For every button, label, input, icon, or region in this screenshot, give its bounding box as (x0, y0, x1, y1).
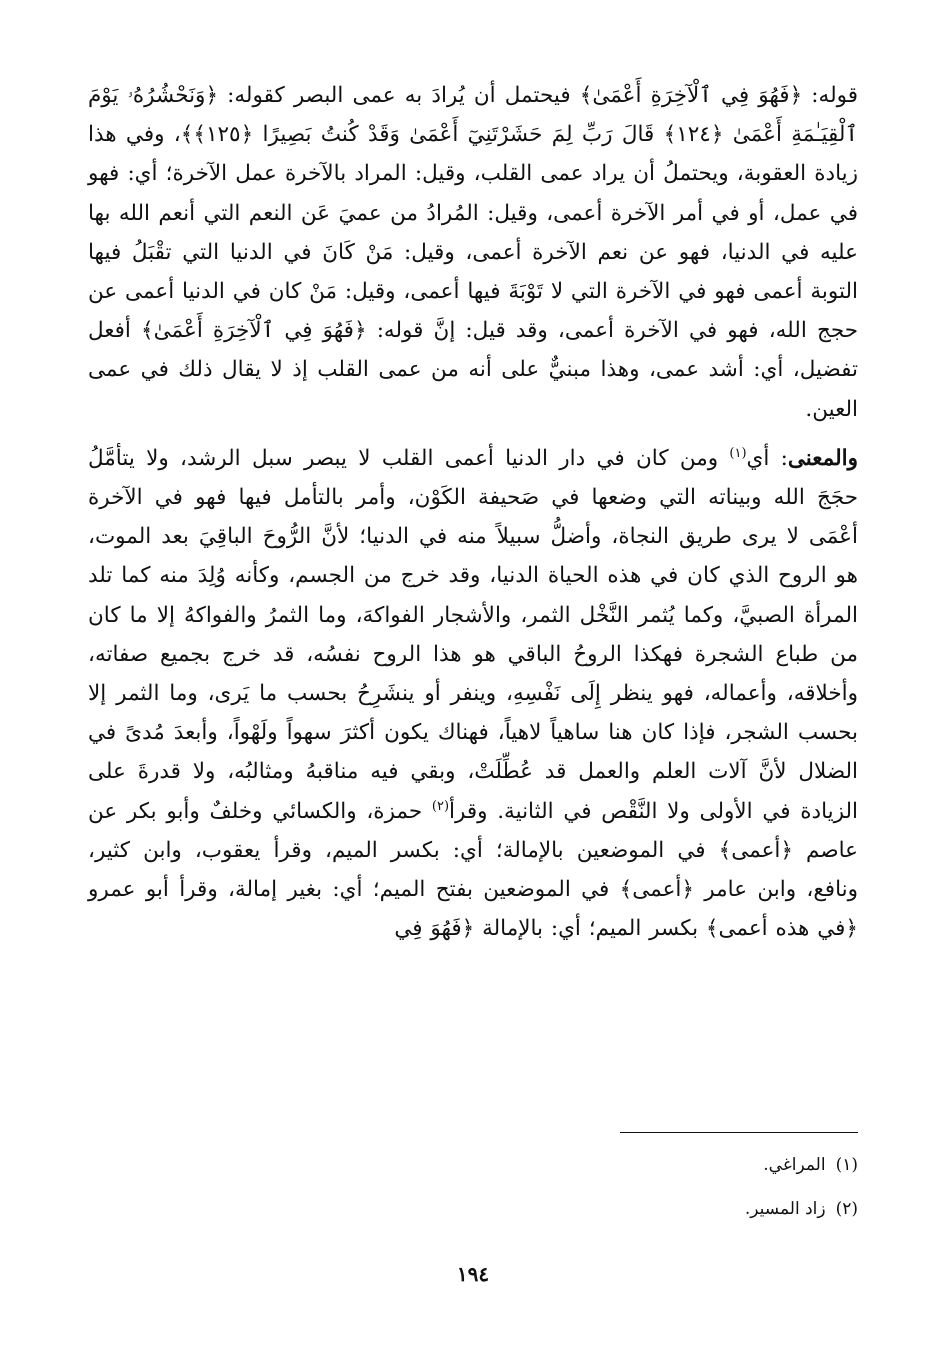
footnote-item (88, 1196, 858, 1222)
book-page (88, 76, 858, 1346)
meaning-heading: والمعنى (787, 445, 859, 471)
footnote-ref-1[interactable]: (١) (729, 445, 747, 461)
footnote-divider (620, 1132, 858, 1133)
footnote-ref-2[interactable]: (٢) (431, 798, 450, 814)
paragraph-1-text: قوله: ﴿فَهُوَ فِي ٱلْآخِرَةِ أَعْمَىٰ﴾ فيحتمل أن يُرادَ به عمى البصر كقوله: ﴿وَنَحْشُرُهُۥ يَوْمَ ٱلْقِيَـٰمَةِ أَعْمَىٰ ﴿١٢٤﴾ قَالَ رَبِّ لِمَ حَشَرْتَنِيٓ أَعْمَىٰ وَقَدْ كُنتُ بَصِيرًا ﴿١٢٥﴾﴾، وفي هذا زيادة العقوبة، ويحتملُ أن يراد عمى القلب، وقيل: المراد بالآخرة عمل الآخرة؛ أي: فهو في عمل، أو في أمر الآخرة أعمى، وقيل: المُرادُ من عميَ عَن النعم التي أنعم الله بها عليه في الدنيا، فهو عن نعم الآخرة أعمى، وقيل: مَنْ كَانَ في الدنيا التي تقْبَلُ فيها التوبة أعمى فهو في الآخرة التي لا تَوْبَةَ فيها أعمى، وقيل: مَنْ كان في الدنيا أعمى عن حجج الله، فهو في الآخرة أعمى، وقد قيل: إنَّ قوله: ﴿فَهُوَ فِي ٱلْآخِرَةِ أَعْمَىٰ﴾ أفعل تفضيل، أي: أشد عمى، وهذا مبنيٌّ على أنه من عمى القلب إذ لا يقال ذلك في عمى العين. (88, 83, 859, 422)
footnotes (88, 1152, 858, 1240)
footnote-item (88, 1152, 858, 1178)
page-number: ١٩٤ (456, 1262, 490, 1286)
paragraph-2-text-a: : أي (746, 445, 788, 471)
paragraph-2-text-c: حمزة، والكسائي وخلفٌ وأبو بكر عن عاصم ﴿أعمى﴾ في الموضعين بالإمالة؛ أي: بكسر الميم، وقرأ يعقوب، وابن كثير، ونافع، وابن عامر ﴿أعمى﴾ في الموضعين بفتح الميم؛ أي: بغير إمالة، وقرأ أبو عمرو ﴿في هذه أعمى﴾ بكسر الميم؛ أي: بالإمالة ﴿فَهُوَ فِي (88, 798, 858, 942)
tafsir-paragraph-1 (88, 76, 858, 429)
footnote-text: زاد المسير. (744, 1199, 826, 1219)
tafsir-paragraph-2 (88, 439, 858, 949)
footnote-number: (١) (835, 1155, 858, 1175)
paragraph-2-text-b: ومن كان في دار الدنيا أعمى القلب لا يبصر سبل الرشد، ولا يتأمَّلُ حجَجَ الله وبيناته التي وضعها في صَحيفة الكَوْن، وأمر بالتأمل فيها فهو في الآخرة أعْمَى لا يرى طريق النجاة، وأضلُّ سبيلاً منه في الدنيا؛ لأنَّ الرُّوحَ الباقِيَ بعد الموت، هو الروح الذي كان في هذه الحياة الدنيا، وقد خرج من الجسم، وكأنه وُلِدَ منه كما تلد المرأة الصبيَّ، وكما يُثمر النَّخْل الثمر، والأشجار الفواكهَ، وما الثمرُ والفواكهُ إلا ما كان من طباع الشجرة فهكذا الروحُ الباقي هو هذا الروح نفسُه، قد خرج بجميع صفاته، وأخلاقه، وأعماله، فهو ينظر إِلَى نَفْسِهِ، وينفر أو ينشَرِحُ بحسب ما يَرى، وما الثمر إلا بحسب الشجر، فإذا كان هنا ساهياً لاهياً، فهناك يكون أكثرَ سهواً ولَهْواً، وأبعدَ مُدىً في الضلال لأنَّ آلات العلم والعمل قد عُطِّلَتْ، وبقي فيه مناقبهُ ومثالبُه، ولا قدرةَ على الزيادة في الأولى ولا النَّقْص في الثانية. وقرأ (88, 445, 858, 824)
footnote-number: (٢) (835, 1199, 858, 1219)
footnote-text: المراغي. (763, 1155, 826, 1175)
